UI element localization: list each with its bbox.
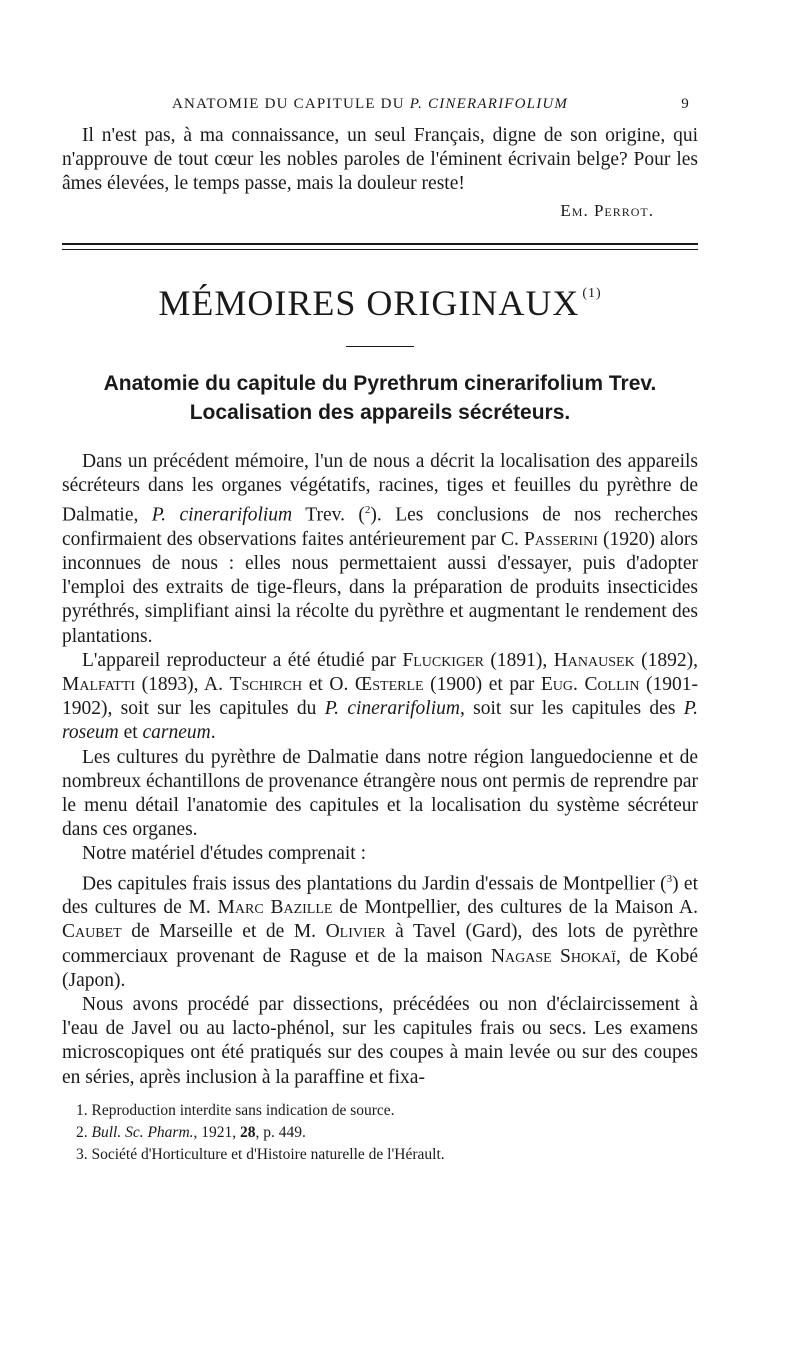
paragraph: L'appareil reproducteur a été étudié par Fluckiger (1891), Hanausek (1892), Malfatti (1893), A. Tschirch et O. Œsterle (1900) et par Eug. Collin (1901-1902), soit sur les capitules du P. cinerarifolium, soit sur les capitules des P. roseum et carneum.: [62, 649, 698, 744]
footnote-ref: 2: [364, 504, 371, 517]
footnote-ref: 3: [666, 872, 673, 885]
footnote-3: 3. Société d'Horticulture et d'Histoire naturelle de l'Hérault.: [76, 1145, 445, 1163]
paragraph: Dans un précédent mémoire, l'un de nous a décrit la localisation des appareils sécréteurs dans les organes végétatifs, racines, tiges et feuilles du pyrèthre de Dalmatie, P. cinerarifolium Trev. ($^2$). Les conclusions de nos recherches confirmaient des observations faites antérieurement par C. Passerini (1920) alors inconnues de nous : elles nous permettaient aussi d'essayer, puis d'adopter l'emploi des extraits de tige-fleurs, dans la préparation de produits insecticides pyréthrés, simplifiant ainsi la récolte du pyrèthre et augmentant le rendement des plantations.: [62, 450, 699, 647]
paragraph: Les cultures du pyrèthre de Dalmatie dans notre région languedocienne et de nombreux échantillons de provenance étrangère nous ont permis de reprendre par le menu détail l'anatomie des capitules et la localisation du système sécréteur dans ces organes.: [62, 746, 698, 841]
section-divider: [62, 243, 698, 250]
article-body: [62, 450, 698, 1090]
article-title-line-2: Localisation des appareils sécréteurs.: [189, 400, 571, 424]
footnote-2: 2. Bull. Sc. Pharm., 1921, 28, p. 449.: [76, 1123, 306, 1141]
title-rule: [346, 346, 414, 347]
running-head: [62, 96, 698, 124]
page-number: 9: [681, 96, 690, 112]
page: [62, 96, 698, 1166]
signature: Em. Perrot.: [560, 200, 654, 220]
footnotes: [62, 1100, 698, 1166]
running-head-title: ANATOMIE DU CAPITULE DU P. CINERARIFOLIUM: [172, 96, 569, 112]
footnote-1: 1. Reproduction interdite sans indication de source.: [76, 1101, 395, 1119]
paragraph: Nous avons procédé par dissections, précédées ou non d'éclaircissement à l'eau de Javel ou au lacto-phénol, sur les capitules frais ou secs. Les examens microscopiques ont été pratiqués sur des coupes à main levée ou sur des coupes en séries, après inclusion à la paraffine et fixa-: [62, 994, 698, 1088]
paragraph: Des capitules frais issus des plantations du Jardin d'essais de Montpellier ($^3$) et des cultures de M. Marc Bazille de Montpellier, des cultures de la Maison A. Caubet de Marseille et de M. Olivier à Tavel (Gard), des lots de pyrèthre commerciaux provenant de Raguse et de la maison Nagase Shokaï, de Kobé (Japon).: [62, 872, 698, 991]
article-title: [62, 369, 698, 427]
closing-paragraph: Il n'est pas, à ma connaissance, un seul Français, digne de son origine, qui n'approuve de tout cœur les nobles paroles de l'éminent écrivain belge? Pour les âmes élevées, le temps passe, mais la douleur reste!: [62, 125, 698, 195]
article-title-line-1: Anatomie du capitule du Pyrethrum cinerarifolium Trev.: [103, 371, 657, 395]
section-note-ref: (1): [582, 285, 602, 301]
section-title: MÉMOIRES ORIGINAUX $^{(1)}$: [158, 282, 602, 323]
paragraph: Notre matériel d'études comprenait :: [82, 843, 366, 865]
